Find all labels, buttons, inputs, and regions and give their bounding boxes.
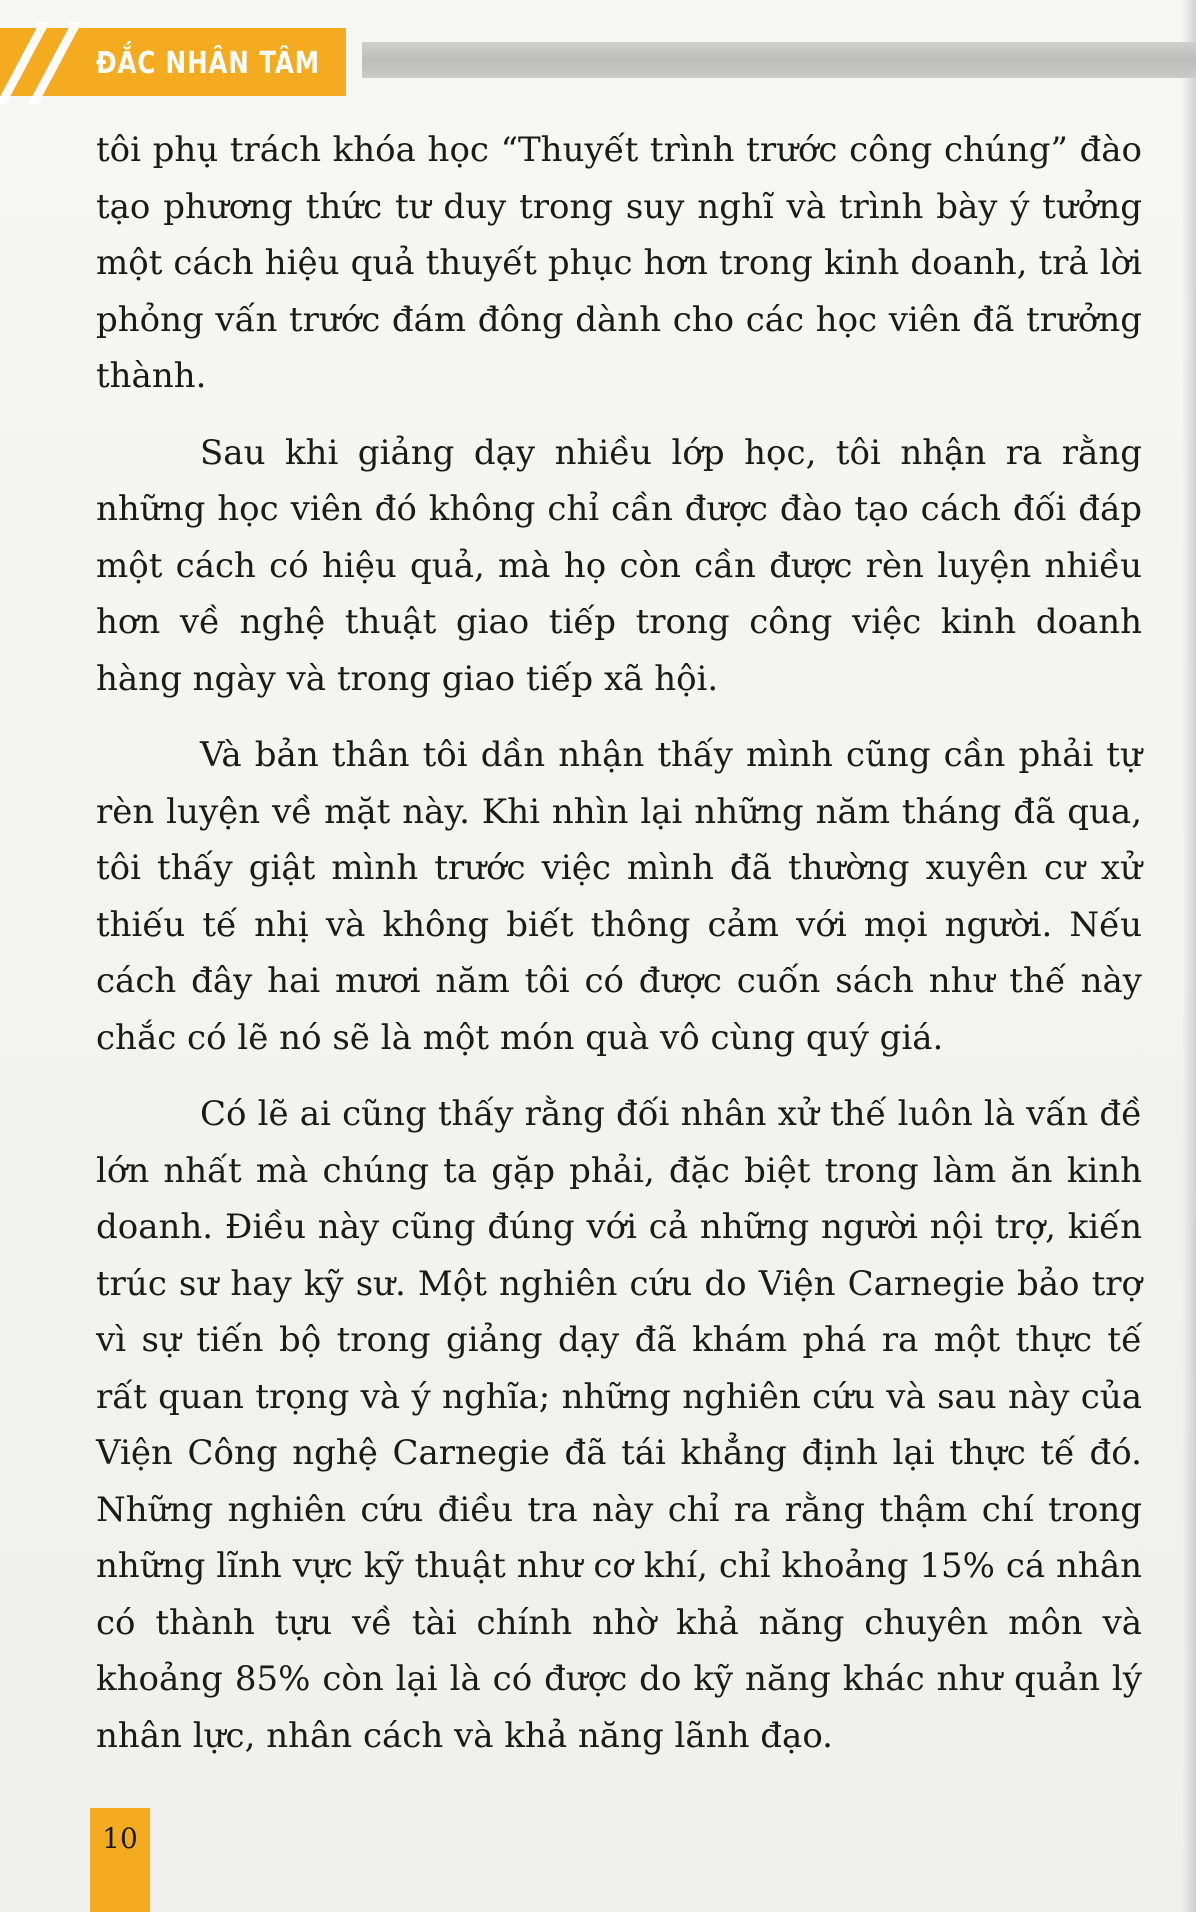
paragraph-4: Có lẽ ai cũng thấy rằng đối nhân xử thế luôn là vấn đề lớn nhất mà chúng ta gặp phải, đặc biệt trong làm ăn kinh doanh. Điều này cũng đúng với cả những người nội trợ, kiến trúc sư hay kỹ sư. Một nghiên cứu do Viện Carnegie bảo trợ vì sự tiến bộ trong giảng dạy đã khám phá ra một thực tế rất quan trọng và ý nghĩa; những nghiên cứu và sau này của Viện Công nghệ Carnegie đã tái khẳng định lại thực tế đó. Những nghiên cứu điều tra này chỉ ra rằng thậm chí trong những lĩnh vực kỹ thuật như cơ khí, chỉ khoảng 15% cá nhân có thành tựu về tài chính nhờ khả năng chuyên môn và khoảng 85% còn lại là có được do kỹ năng khác như quản lý nhân lực, nhân cách và khả năng lãnh đạo.: [96, 1094, 1142, 1756]
running-header-title: ĐẮC NHÂN TÂM: [96, 46, 320, 81]
page-edge-shadow: [1182, 0, 1196, 1912]
paragraph-1: tôi phụ trách khóa học “Thuyết trình trước công chúng” đào tạo phương thức tư duy trong suy nghĩ và trình bày ý tưởng một cách hiệu quả thuyết phục hơn trong kinh doanh, trả lời phỏng vấn trước đám đông dành cho các học viên đã trưởng thành.: [96, 130, 1142, 396]
paragraph-3: Và bản thân tôi dần nhận thấy mình cũng cần phải tự rèn luyện về mặt này. Khi nhìn lại những năm tháng đã qua, tôi thấy giật mình trước việc mình đã thường xuyên cư xử thiếu tế nhị và không biết thông cảm với mọi người. Nếu cách đây hai mươi năm tôi có được cuốn sách như thế này chắc có lẽ nó sẽ là một món quà vô cùng quý giá.: [96, 735, 1142, 1058]
paragraph-2: Sau khi giảng dạy nhiều lớp học, tôi nhận ra rằng những học viên đó không chỉ cần được đào tạo cách đối đáp một cách có hiệu quả, mà họ còn cần được rèn luyện nhiều hơn về nghệ thuật giao tiếp trong công việc kinh doanh hàng ngày và trong giao tiếp xã hội.: [96, 432, 1142, 699]
body-text: [96, 122, 1142, 1784]
page-number: 10: [102, 1822, 138, 1855]
header-gray-rule: [362, 42, 1196, 78]
